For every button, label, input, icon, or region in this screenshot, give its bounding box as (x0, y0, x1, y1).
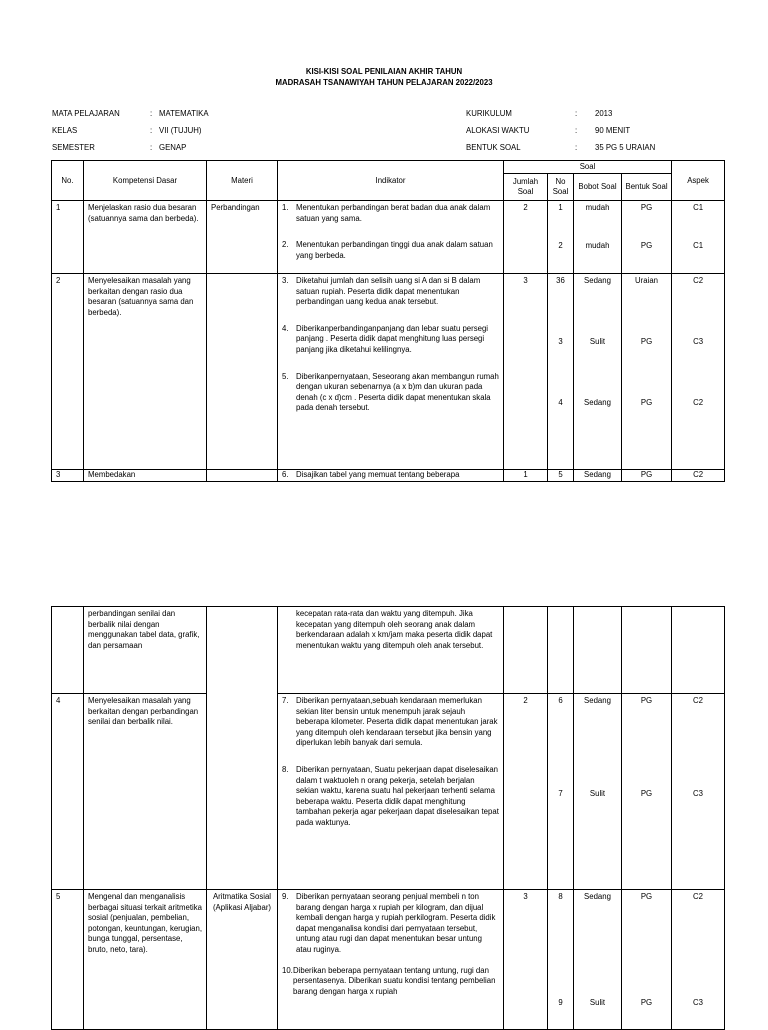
bobot-value: mudah (585, 240, 610, 250)
bobot-soal-cell (574, 694, 622, 890)
bentuk-soal-label: BENTUK SOAL (466, 143, 521, 152)
bentuk-value: PG (640, 997, 653, 1007)
aspek-value: C2 (693, 892, 703, 901)
mapel-value: MATEMATIKA (159, 109, 209, 118)
indicator-item (282, 609, 499, 651)
bentuk-value: PG (640, 696, 653, 705)
bentuk-value: PG (640, 240, 653, 250)
indicator-number: 2. (282, 240, 289, 250)
no-soal-cell (548, 694, 574, 890)
indicator-item (282, 240, 499, 261)
no-soal-value: 9 (558, 997, 563, 1007)
aspek-cell (672, 201, 725, 274)
bentuk-value: PG (640, 398, 653, 408)
indicator-text: Diberikanpernyataan, Seseorang akan membangun rumah dengan ukuran sebenarnya (a x b)m dan ukuran pada denah (c x d)cm . Peserta didik dapat menentukan skala pada denah tersebut. (296, 371, 499, 413)
kompetensi-dasar-cell: Membedakan (84, 470, 207, 482)
row-number: 2 (52, 274, 84, 470)
aspek-cell: C2 (672, 470, 725, 482)
bobot-soal-cell: Sedang (574, 470, 622, 482)
kompetensi-dasar-cell: Menyelesaikan masalah yang berkaitan dengan perbandingan senilai dan berbalik nilai. (84, 694, 207, 890)
jumlah-soal-cell: 1 (504, 470, 548, 482)
colon: : (575, 143, 578, 152)
document-title-line-1: KISI-KISI SOAL PENILAIAN AKHIR TAHUN (305, 67, 463, 76)
indikator-cell (278, 607, 504, 694)
indicator-number: 4. (282, 323, 289, 333)
aspek-value: C3 (693, 788, 703, 798)
jumlah-soal-cell: 2 (504, 201, 548, 274)
bobot-value: Sedang (584, 276, 611, 285)
aspek-value: C2 (693, 276, 704, 285)
indicator-text: Diberikan pernyataan,sebuah kendaraan memerlukan sekian liter bensin untuk menempuh jarak sejauh beberapa kilometer. Peserta didik dapat menentukan jarak yang ditempuh oleh kendaraan tersebut jika bensin yang diperlukan lebih banyak dari semula. (296, 696, 498, 748)
no-soal-cell (548, 201, 574, 274)
indicator-item (282, 470, 499, 481)
indicator-text: Disajikan tabel yang memuat tentang beberapa (296, 470, 460, 479)
indicator-text: Diberikan pernyataan seorang penjual membeli n ton barang dengan harga x rupiah per kilogram, dan dijual kembali dengan harga y rupiah perkilogram. Peserta didik dapat menganalisa kondisi dari pernyataan tersebut, untung atau rugi dan dapat menentukan besar untung atau ruginya. (296, 892, 496, 954)
bobot-value: Sulit (589, 336, 606, 346)
aspek-cell (672, 274, 725, 470)
bobot-value: Sulit (589, 788, 606, 798)
row-number: 3 (52, 470, 84, 482)
indikator-cell (278, 470, 504, 482)
mapel-label: MATA PELAJARAN (52, 109, 120, 118)
table-row (52, 201, 725, 274)
indicator-text: Menentukan perbandingan berat badan dua anak dalam satuan yang sama. (296, 203, 491, 223)
materi-cell: Perbandingan (207, 201, 278, 274)
jumlah-soal-cell: 3 (504, 274, 548, 470)
aspek-cell (672, 890, 725, 1030)
header-bentuk-soal: Bentuk Soal (622, 174, 672, 201)
colon: : (150, 126, 153, 135)
indicator-text: Diketahui jumlah dan selisih uang si A dan si B dalam satuan rupiah. Peserta didik dapat menentukan perbandingan uang kedua anak tersebut. (296, 276, 481, 307)
document-title-line-2: MADRASAH TSANAWIYAH TAHUN PELAJARAN 2022/2023 (275, 78, 493, 87)
materi-cell (207, 607, 278, 890)
bobot-value: Sulit (589, 997, 606, 1007)
bentuk-value: PG (640, 788, 653, 798)
indicator-text: Menentukan perbandingan tinggi dua anak dalam satuan yang berbeda. (296, 240, 493, 260)
kurikulum-label: KURIKULUM (466, 109, 512, 118)
materi-cell (207, 470, 278, 482)
aspek-cell (672, 694, 725, 890)
indicator-number: 9. (282, 892, 289, 901)
header-jumlah-soal: Jumlah Soal (504, 174, 548, 201)
indicator-number: 7. (282, 696, 289, 705)
header-indikator: Indikator (278, 161, 504, 201)
bentuk-value: Uraian (635, 276, 658, 285)
indicator-text: Diberikanperbandinganpanjang dan lebar suatu persegi panjang . Peserta didik dapat menghitung luas persegi panjang jika diketahui kelilingnya. (296, 323, 489, 354)
kelas-label: KELAS (52, 126, 78, 135)
kompetensi-dasar-cell: Menjelaskan rasio dua besaran (satuannya sama dan berbeda). (84, 201, 207, 274)
header-soal: Soal (504, 161, 672, 174)
bentuk-soal-value: 35 PG 5 URAIAN (595, 143, 656, 152)
kelas-value: VII (TUJUH) (159, 126, 202, 135)
bentuk-soal-cell (622, 274, 672, 470)
indicator-item (282, 324, 499, 356)
no-soal-cell: 5 (548, 470, 574, 482)
indikator-cell (278, 201, 504, 274)
indicator-item (282, 276, 499, 308)
aspek-value: C2 (693, 696, 703, 705)
header-kompetensi-dasar: Kompetensi Dasar (84, 161, 207, 201)
table-row (52, 694, 725, 890)
indikator-cell (278, 694, 504, 890)
bentuk-soal-cell (622, 694, 672, 890)
table-row (52, 470, 725, 482)
aspek-value: C1 (693, 203, 704, 212)
aspek-value: C2 (693, 398, 704, 408)
aspek-value: C3 (693, 336, 704, 346)
header-no-soal: No Soal (548, 174, 574, 201)
indicator-item (282, 966, 499, 998)
bobot-value: Sedang (584, 696, 611, 705)
no-soal-value: 3 (558, 336, 563, 346)
row-number: 5 (52, 890, 84, 1030)
table-row (52, 274, 725, 470)
indicator-number (282, 609, 296, 651)
no-soal-value: 8 (558, 892, 563, 901)
bobot-soal-cell (574, 890, 622, 1030)
indicator-item (282, 203, 499, 224)
header-bobot-soal: Bobot Soal (574, 174, 622, 201)
bentuk-value: PG (640, 336, 653, 346)
bentuk-soal-cell: PG (622, 470, 672, 482)
jumlah-soal-cell (504, 607, 548, 694)
colon: : (575, 126, 578, 135)
indikator-cell (278, 274, 504, 470)
aspek-value: C1 (693, 240, 704, 250)
bentuk-soal-cell (622, 607, 672, 694)
row-number: 4 (52, 694, 84, 890)
indicator-text: kecepatan rata-rata dan waktu yang ditempuh. Jika kecepatan yang ditempuh oleh seorang anak dalam berkendaraan adalah x km/jam maka peserta didik dapat menentukan waktu yang ditempuh oleh anak tersebut. (296, 609, 493, 650)
semester-value: GENAP (159, 143, 187, 152)
table-row (52, 607, 725, 694)
bobot-value: Sedang (584, 892, 611, 901)
no-soal-value: 7 (558, 788, 563, 798)
bobot-value: Sedang (584, 398, 611, 408)
bobot-soal-cell (574, 607, 622, 694)
aspek-cell (672, 607, 725, 694)
indicator-item (282, 696, 499, 749)
indicator-number: 8. (282, 764, 289, 774)
no-soal-cell (548, 274, 574, 470)
indicator-item (282, 765, 499, 829)
no-soal-value: 6 (558, 696, 563, 705)
indicator-number: 6. (282, 470, 289, 479)
indicator-text: Diberikan beberapa pernyataan tentang untung, rugi dan persentasenya. Diberikan suatu kondisi tentang pembelian barang dengan harga x rupiah (293, 965, 496, 996)
indicator-number: 1. (282, 203, 289, 212)
indikator-cell (278, 890, 504, 1030)
header-no: No. (52, 161, 84, 201)
no-soal-cell (548, 607, 574, 694)
no-soal-value: 1 (558, 203, 563, 212)
row-number (52, 607, 84, 694)
alokasi-label: ALOKASI WAKTU (466, 126, 530, 135)
aspek-value: C3 (693, 997, 703, 1007)
jumlah-soal-cell: 3 (504, 890, 548, 1030)
materi-cell (207, 274, 278, 470)
no-soal-value: 4 (558, 398, 563, 408)
row-number: 1 (52, 201, 84, 274)
header-materi: Materi (207, 161, 278, 201)
semester-label: SEMESTER (52, 143, 95, 152)
indicator-number: 3. (282, 276, 289, 285)
kompetensi-dasar-cell: perbandingan senilai dan berbalik nilai dengan menggunakan tabel data, grafik, dan persamaan (84, 607, 207, 694)
kisi-kisi-table (51, 160, 725, 482)
colon: : (150, 109, 153, 118)
bentuk-value: PG (640, 203, 653, 212)
no-soal-value: 36 (556, 276, 565, 285)
bentuk-value: PG (640, 892, 653, 901)
table-row (52, 890, 725, 1030)
indicator-item (282, 892, 499, 956)
materi-cell: Aritmatika Sosial (Aplikasi Aljabar) (207, 890, 278, 1030)
colon: : (150, 143, 153, 152)
bobot-soal-cell (574, 274, 622, 470)
indicator-item (282, 372, 499, 414)
indicator-number: 5. (282, 371, 289, 381)
no-soal-value: 2 (558, 240, 563, 250)
bentuk-soal-cell (622, 890, 672, 1030)
indicator-number: 10. (282, 965, 293, 975)
document-page-2 (0, 560, 768, 1024)
kurikulum-value: 2013 (595, 109, 613, 118)
no-soal-cell (548, 890, 574, 1030)
header-aspek: Aspek (672, 161, 725, 201)
kompetensi-dasar-cell: Mengenal dan menganalisis berbagai situasi terkait aritmetika sosial (penjualan, pembelian, potongan, keuntungan, kerugian, bunga tunggal, persentase, bruto, neto, tara). (84, 890, 207, 1030)
alokasi-value: 90 MENIT (595, 126, 631, 135)
bentuk-soal-cell (622, 201, 672, 274)
kisi-kisi-table-continued (51, 606, 725, 1030)
bobot-soal-cell (574, 201, 622, 274)
kompetensi-dasar-cell: Menyelesaikan masalah yang berkaitan dengan rasio dua besaran (satuannya sama dan berbeda). (84, 274, 207, 470)
colon: : (575, 109, 578, 118)
jumlah-soal-cell: 2 (504, 694, 548, 890)
bobot-value: mudah (585, 203, 610, 212)
indicator-text: Diberikan pernyataan, Suatu pekerjaan dapat diselesaikan dalam t waktuoleh n orang pekerja, setelah berjalan sekian waktu, karena suatu hal pekerjaan terhenti selama beberapa waktu. Peserta didik dapat menghitung tambahan pekerja agar pekerjaan dapat diselesaikan tepat pada waktunya. (296, 764, 499, 827)
